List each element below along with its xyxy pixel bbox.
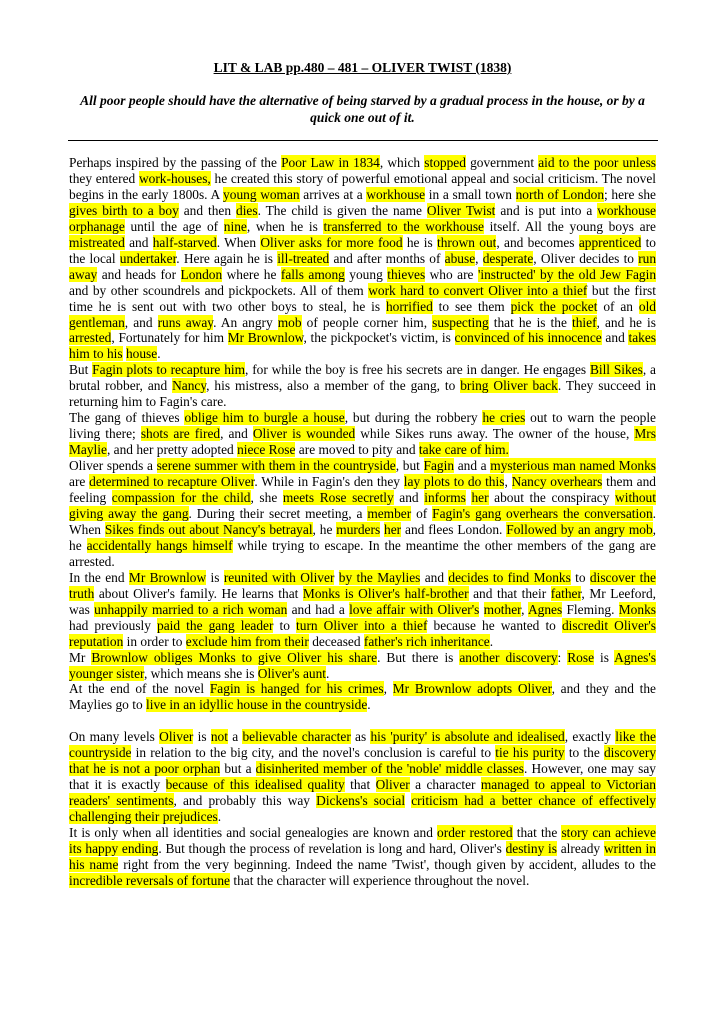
text-run: , bbox=[521, 601, 528, 617]
highlighted-text: takes him to his bbox=[69, 330, 656, 362]
document-subtitle: All poor people should have the alternative of being starved by a gradual process in the house, or by a quick one out of it. bbox=[80, 93, 645, 125]
highlighted-text: Mr Brownlow bbox=[128, 569, 207, 585]
text-run: , she bbox=[250, 490, 283, 506]
highlighted-text: undertaker bbox=[119, 250, 177, 266]
highlighted-text: suspecting bbox=[432, 314, 489, 330]
highlighted-text: desperate bbox=[482, 250, 534, 266]
text-run: . When bbox=[216, 234, 261, 250]
highlighted-text: father bbox=[550, 585, 582, 601]
highlighted-text: informs bbox=[424, 490, 466, 506]
highlighted-text: order restored bbox=[437, 825, 513, 841]
text-run: deceased bbox=[308, 633, 364, 649]
text-run: itself. All the young boys are bbox=[484, 218, 656, 234]
text-run: he is bbox=[402, 234, 438, 250]
highlighted-text: north of London bbox=[515, 186, 605, 202]
highlighted-text: Oliver's aunt bbox=[257, 665, 327, 681]
highlighted-text: apprenticed bbox=[578, 234, 642, 250]
text-run: , Fortunately for him bbox=[111, 330, 228, 346]
text-run: and a bbox=[454, 458, 491, 474]
text-run: who are bbox=[425, 266, 478, 282]
text-run: is bbox=[193, 729, 211, 745]
text-run: , which means she is bbox=[143, 665, 258, 681]
highlighted-text: aid to the poor unless bbox=[538, 155, 656, 170]
text-run: is bbox=[594, 649, 615, 665]
highlighted-text: half-starved bbox=[152, 234, 217, 250]
highlighted-text: discredit Oliver's reputation bbox=[69, 617, 656, 649]
highlighted-text: incredible reversals of fortune bbox=[69, 872, 230, 888]
highlighted-text: her bbox=[384, 521, 402, 537]
text-run: where he bbox=[222, 266, 281, 282]
highlighted-text: run away bbox=[69, 250, 657, 282]
highlighted-text: dies bbox=[236, 202, 258, 218]
text-run: in a small town bbox=[425, 186, 516, 202]
text-run: , bbox=[475, 250, 483, 266]
highlighted-text: unhappily married to a rich woman bbox=[94, 601, 288, 617]
text-run: in order to bbox=[123, 633, 186, 649]
highlighted-text: not bbox=[210, 729, 228, 745]
highlighted-text: Fagin is hanged for his crimes bbox=[209, 681, 384, 697]
text-run: had previously bbox=[69, 617, 158, 633]
text-run: , when he is bbox=[246, 218, 324, 234]
text-run: , and bbox=[124, 314, 158, 330]
text-run: , the pickpocket's victim, is bbox=[303, 330, 455, 346]
highlighted-text: because of this idealised quality bbox=[165, 777, 345, 793]
document-title: LIT & LAB pp.480 – 481 – OLIVER TWIST (1838) bbox=[213, 60, 512, 75]
text-run: . bbox=[326, 665, 330, 681]
paragraph bbox=[69, 681, 656, 713]
text-run: . However, one may say that it is exactly bbox=[69, 761, 656, 793]
highlighted-text: her bbox=[471, 490, 489, 506]
highlighted-text: turn Oliver into a thief bbox=[296, 617, 428, 633]
text-run: he created this story of powerful emotional appeal and social criticism. The novel begins in the early 1800s. A bbox=[69, 170, 657, 202]
text-run: . While in Fagin's den they bbox=[254, 474, 404, 490]
highlighted-text: Oliver is wounded bbox=[252, 426, 356, 442]
text-run: , Oliver decides to bbox=[533, 250, 639, 266]
text-run: Perhaps inspired by the passing of the bbox=[69, 155, 282, 170]
highlighted-text: his 'purity' is absolute and idealised bbox=[370, 729, 565, 745]
text-run: and by other scoundrels and pickpockets. All of them bbox=[69, 282, 369, 298]
text-run: to the local bbox=[69, 234, 656, 266]
text-run: . During their secret meeting, a bbox=[188, 505, 368, 521]
text-run: arrives at a bbox=[299, 186, 367, 202]
text-run: about the conspiracy bbox=[488, 490, 616, 506]
text-run: , he bbox=[312, 521, 337, 537]
text-run: . The child is given the name bbox=[257, 202, 427, 218]
highlighted-text: mistreated bbox=[69, 234, 125, 250]
text-run: them and feeling bbox=[69, 474, 657, 506]
paragraph bbox=[69, 825, 656, 889]
text-run: of bbox=[411, 505, 433, 521]
text-run: : bbox=[557, 649, 568, 665]
highlighted-text: Bill Sikes bbox=[589, 362, 643, 378]
highlighted-text: meets Rose secretly bbox=[282, 490, 394, 506]
highlighted-text: determined to recapture Oliver bbox=[89, 474, 255, 490]
text-run: In the end bbox=[69, 569, 129, 585]
text-run: , but during the robbery bbox=[344, 410, 483, 426]
text-run: is bbox=[206, 569, 224, 585]
highlighted-text: compassion for the child bbox=[111, 490, 251, 506]
highlighted-text: without giving away the gang bbox=[69, 490, 656, 521]
highlighted-text: workhouse bbox=[366, 186, 426, 202]
text-run: and bbox=[393, 490, 425, 506]
text-run: , and bbox=[220, 426, 253, 442]
text-run: until the age of bbox=[124, 218, 224, 234]
highlighted-text: pick the pocket bbox=[510, 298, 598, 314]
text-run: as bbox=[350, 729, 371, 745]
paragraph bbox=[69, 362, 656, 410]
text-run: , and becomes bbox=[496, 234, 579, 250]
highlighted-text: thrown out bbox=[437, 234, 497, 250]
highlighted-text: Oliver asks for more food bbox=[260, 234, 403, 250]
highlighted-text: lay plots to do this bbox=[403, 474, 505, 490]
text-run: Oliver spends a bbox=[69, 458, 157, 474]
highlighted-text: Fagin's gang overhears the conversation bbox=[432, 505, 653, 521]
highlighted-text: Dickens's social bbox=[316, 793, 406, 809]
highlighted-text: believable character bbox=[242, 729, 351, 745]
highlighted-text: horrified bbox=[385, 298, 433, 314]
highlighted-text: Nancy overhears bbox=[511, 474, 603, 490]
text-run: Fleming. bbox=[562, 601, 619, 617]
highlighted-text: Sikes finds out about Nancy's betrayal bbox=[104, 521, 313, 537]
paragraph bbox=[69, 650, 656, 682]
highlighted-text: niece Rose bbox=[237, 442, 296, 458]
highlighted-text: Rose bbox=[567, 649, 595, 665]
highlighted-text: Mr Brownlow adopts Oliver bbox=[392, 681, 552, 697]
text-run: young bbox=[344, 266, 388, 282]
highlighted-text: Followed by an angry mob bbox=[506, 521, 653, 537]
text-run: The gang of thieves bbox=[69, 410, 185, 426]
text-run: about Oliver's family. He learns that bbox=[94, 585, 303, 601]
text-run: Mr bbox=[69, 649, 92, 665]
document-body bbox=[69, 155, 656, 889]
highlighted-text: Fagin bbox=[423, 458, 455, 474]
text-run: and that their bbox=[468, 585, 551, 601]
text-run: , exactly bbox=[564, 729, 616, 745]
highlighted-text: Agnes's younger sister bbox=[69, 649, 657, 681]
paragraph bbox=[69, 410, 656, 458]
highlighted-text: Mr Brownlow bbox=[227, 330, 304, 346]
paragraph bbox=[69, 570, 656, 650]
text-run: . bbox=[217, 809, 222, 825]
highlighted-text: workhouse orphanage bbox=[69, 202, 656, 234]
highlighted-text: nine bbox=[223, 218, 247, 234]
text-run: . Here again he is bbox=[176, 250, 278, 266]
text-run: and had a bbox=[287, 601, 350, 617]
text-run: and then bbox=[178, 202, 236, 218]
text-run: but the first time he is sent out with two other boys to steal, he is bbox=[69, 282, 656, 314]
text-run: a bbox=[227, 729, 243, 745]
text-run: It is only when all identities and social genealogies are known and bbox=[69, 825, 438, 841]
text-run: while trying to escape. In the meantime the other members of the gang are arrested. bbox=[69, 537, 656, 569]
paragraph bbox=[69, 155, 656, 362]
highlighted-text: like the countryside bbox=[69, 729, 656, 761]
highlighted-text: member bbox=[367, 505, 412, 521]
text-run: , his mistress, also a member of the gang, to bbox=[206, 378, 461, 394]
highlighted-text: exclude him from their bbox=[185, 633, 309, 649]
text-run: to bbox=[273, 617, 297, 633]
text-run: , Mr Leeford, was bbox=[69, 585, 656, 617]
text-run: . But there is bbox=[377, 649, 460, 665]
text-run: while Sikes runs away. The owner of the house, bbox=[355, 426, 635, 442]
text-run: and flees London. bbox=[401, 521, 507, 537]
highlighted-text: written in his name bbox=[69, 840, 656, 872]
highlighted-text: thief bbox=[572, 314, 597, 330]
highlighted-text: 'instructed' by the old Jew Fagin bbox=[477, 266, 657, 282]
text-run: already bbox=[556, 840, 604, 856]
highlighted-text: Agnes bbox=[527, 601, 563, 617]
highlighted-text: runs away bbox=[157, 314, 214, 330]
highlighted-text: Oliver bbox=[375, 777, 410, 793]
text-run: out to warn the people living there; bbox=[69, 410, 656, 442]
highlighted-text: mother bbox=[483, 601, 522, 617]
text-run: and after months of bbox=[329, 250, 445, 266]
highlighted-text: take care of him. bbox=[418, 442, 509, 458]
highlighted-text: work-houses, bbox=[138, 170, 211, 186]
highlighted-text: paid the gang leader bbox=[157, 617, 274, 633]
text-run: , and he is bbox=[596, 314, 656, 330]
paragraph bbox=[69, 729, 656, 825]
paragraph bbox=[69, 458, 656, 570]
highlighted-text: live in an idyllic house in the countryside bbox=[146, 697, 368, 713]
highlighted-text: Poor Law in 1834 bbox=[281, 155, 380, 170]
text-run: to bbox=[570, 569, 590, 585]
text-run: and heads for bbox=[97, 266, 181, 282]
highlighted-text: oblige him to burgle a house bbox=[184, 410, 345, 426]
highlighted-text: Monks is Oliver's half-brother bbox=[302, 585, 469, 601]
text-run: but a bbox=[220, 761, 256, 777]
text-run: that bbox=[344, 777, 376, 793]
text-run: . bbox=[489, 633, 494, 649]
text-run: are bbox=[69, 474, 90, 490]
highlighted-text: thieves bbox=[387, 266, 426, 282]
highlighted-text: house bbox=[125, 346, 158, 362]
highlighted-text: story can achieve its happy ending bbox=[69, 825, 656, 856]
text-run: to see them bbox=[432, 298, 511, 314]
text-run: in relation to the big city, and the novel's conclusion is careful to bbox=[131, 745, 496, 761]
text-run: . bbox=[157, 346, 161, 362]
text-run: . But though the process of revelation is long and hard, Oliver's bbox=[158, 840, 506, 856]
highlighted-text: discover the truth bbox=[69, 569, 656, 601]
highlighted-text: decides to find Monks bbox=[448, 569, 571, 585]
text-run: , which bbox=[379, 155, 425, 170]
highlighted-text: by the Maylies bbox=[338, 569, 421, 585]
highlighted-text: tie his purity bbox=[495, 745, 565, 761]
text-run: , a brutal robber, and bbox=[69, 362, 656, 394]
text-run: , he bbox=[69, 521, 656, 553]
text-run: to the bbox=[564, 745, 604, 761]
text-run: , but bbox=[395, 458, 424, 474]
text-run: of people corner him, bbox=[301, 314, 433, 330]
text-run: they entered bbox=[69, 170, 139, 186]
highlighted-text: bring Oliver back bbox=[460, 378, 558, 394]
highlighted-text: Oliver bbox=[159, 729, 194, 745]
highlighted-text: he cries bbox=[482, 410, 526, 426]
highlighted-text: London bbox=[180, 266, 223, 282]
highlighted-text: Oliver Twist bbox=[426, 202, 496, 218]
text-run: and bbox=[601, 330, 629, 346]
highlighted-text: love affair with Oliver's bbox=[349, 601, 480, 617]
highlighted-text: mob bbox=[277, 314, 302, 330]
text-run: ; here she bbox=[604, 186, 656, 202]
text-run: On many levels bbox=[69, 729, 160, 745]
text-run: . bbox=[367, 697, 371, 713]
text-run: a character bbox=[409, 777, 481, 793]
divider-rule bbox=[68, 140, 658, 141]
highlighted-text: another discovery bbox=[459, 649, 558, 665]
highlighted-text: managed to appeal to Victorian readers' sentiments bbox=[69, 777, 656, 809]
highlighted-text: father's rich inheritance bbox=[363, 633, 490, 649]
text-run: are moved to pity and bbox=[295, 442, 419, 458]
text-run: . They succeed in returning him to Fagin's care. bbox=[69, 378, 656, 410]
highlighted-text: arrested bbox=[69, 330, 112, 346]
highlighted-text: young woman bbox=[223, 186, 300, 202]
highlighted-text: shots are fired bbox=[140, 426, 221, 442]
text-run: , and her pretty adopted bbox=[106, 442, 238, 458]
text-run: that the bbox=[512, 825, 562, 841]
highlighted-text: falls among bbox=[280, 266, 345, 282]
highlighted-text: Nancy bbox=[172, 378, 207, 394]
text-run: government bbox=[465, 155, 539, 170]
text-run: and bbox=[124, 234, 153, 250]
text-run: that the character will experience throughout the novel. bbox=[230, 872, 530, 888]
highlighted-text: stopped bbox=[424, 155, 466, 170]
highlighted-text: convinced of his innocence bbox=[454, 330, 602, 346]
highlighted-text: discovery that he is not a poor orphan bbox=[69, 745, 657, 777]
text-run: and is put into a bbox=[495, 202, 598, 218]
text-run: , and probably this way bbox=[173, 793, 317, 809]
highlighted-text: Fagin plots to recapture him bbox=[92, 362, 246, 378]
text-run: But bbox=[69, 362, 93, 378]
text-run: of an bbox=[597, 298, 639, 314]
text-run: , and they and the Maylies go to bbox=[69, 681, 656, 713]
highlighted-text: accidentally hangs himself bbox=[86, 537, 233, 553]
highlighted-text: old gentleman bbox=[69, 298, 656, 330]
highlighted-text: abuse bbox=[444, 250, 476, 266]
text-run: , bbox=[383, 681, 393, 697]
text-run: right from the very beginning. Indeed the name 'Twist', though given by accident, alludes to the bbox=[118, 856, 656, 872]
highlighted-text: criticism had a better chance of effectively challenging their prejudices bbox=[69, 793, 656, 825]
highlighted-text: work hard to convert Oliver into a thief bbox=[368, 282, 588, 298]
text-run: because he wanted to bbox=[427, 617, 562, 633]
highlighted-text: Brownlow obliges Monks to give Oliver his share bbox=[91, 649, 378, 665]
text-run: . An angry bbox=[213, 314, 278, 330]
highlighted-text: Mrs Maylie bbox=[69, 426, 656, 458]
highlighted-text: transferred to the workhouse bbox=[323, 218, 484, 234]
highlighted-text: reunited with Oliver bbox=[223, 569, 335, 585]
text-run: , for while the boy is free his secrets are in danger. He engages bbox=[245, 362, 590, 378]
text-run: At the end of the novel bbox=[69, 681, 210, 697]
highlighted-text: serene summer with them in the countryside bbox=[156, 458, 396, 474]
highlighted-text: destiny is bbox=[505, 840, 557, 856]
highlighted-text: mysterious man named Monks bbox=[490, 458, 656, 474]
text-run: that he is the bbox=[488, 314, 572, 330]
text-run: and bbox=[420, 569, 449, 585]
highlighted-text: ill-treated bbox=[277, 250, 330, 266]
highlighted-text: disinherited member of the 'noble' middle classes bbox=[255, 761, 524, 777]
highlighted-text: murders bbox=[336, 521, 381, 537]
highlighted-text: gives birth to a boy bbox=[69, 202, 179, 218]
text-run: , bbox=[504, 474, 512, 490]
text-run: . When bbox=[69, 505, 657, 537]
highlighted-text: Monks bbox=[618, 601, 656, 617]
